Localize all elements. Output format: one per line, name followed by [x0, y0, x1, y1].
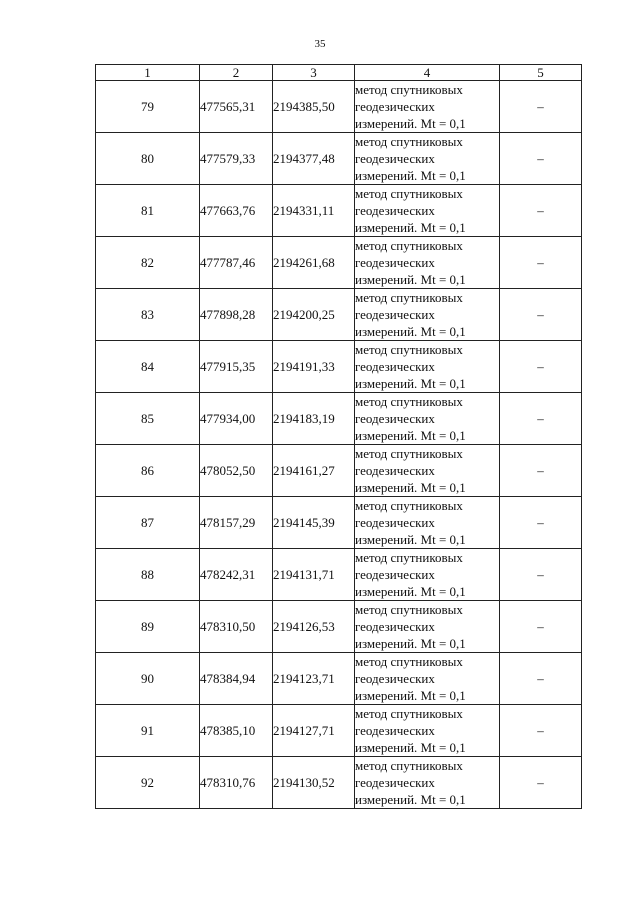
coordinate-y: 2194191,33 — [273, 341, 355, 393]
method-description — [355, 341, 500, 393]
point-number: 87 — [96, 497, 200, 549]
method-line: геодезических — [355, 359, 435, 374]
method-line: измерений. Mt = 0,1 — [355, 532, 466, 547]
page-number: 35 — [314, 38, 326, 50]
method-line: измерений. Mt = 0,1 — [355, 220, 466, 235]
header-col-2: 2 — [200, 65, 273, 81]
table-row — [96, 757, 582, 809]
method-line: геодезических — [355, 671, 435, 686]
method-line: метод спутниковых — [355, 758, 463, 773]
note-cell: – — [500, 601, 582, 653]
method-line: метод спутниковых — [355, 238, 463, 253]
method-line: измерений. Mt = 0,1 — [355, 272, 466, 287]
note-cell: – — [500, 757, 582, 809]
note-cell: – — [500, 81, 582, 133]
note-cell: – — [500, 497, 582, 549]
method-description — [355, 757, 500, 809]
header-col-5: 5 — [500, 65, 582, 81]
method-line: геодезических — [355, 99, 435, 114]
point-number: 86 — [96, 445, 200, 497]
note-cell: – — [500, 705, 582, 757]
coordinate-x: 478052,50 — [200, 445, 273, 497]
coordinate-x: 478310,50 — [200, 601, 273, 653]
note-cell: – — [500, 445, 582, 497]
method-description — [355, 705, 500, 757]
coordinate-y: 2194385,50 — [273, 81, 355, 133]
method-description — [355, 445, 500, 497]
method-line: метод спутниковых — [355, 82, 463, 97]
method-description — [355, 133, 500, 185]
method-line: геодезических — [355, 723, 435, 738]
method-line: измерений. Mt = 0,1 — [355, 428, 466, 443]
table-row — [96, 289, 582, 341]
coordinate-x: 478157,29 — [200, 497, 273, 549]
table-row — [96, 341, 582, 393]
method-line: геодезических — [355, 255, 435, 270]
coordinate-x: 478242,31 — [200, 549, 273, 601]
method-line: метод спутниковых — [355, 186, 463, 201]
point-number: 88 — [96, 549, 200, 601]
method-description — [355, 549, 500, 601]
point-number: 80 — [96, 133, 200, 185]
note-cell: – — [500, 133, 582, 185]
coordinate-y: 2194261,68 — [273, 237, 355, 289]
method-line: геодезических — [355, 567, 435, 582]
method-description — [355, 289, 500, 341]
table-row — [96, 549, 582, 601]
coordinate-x: 477787,46 — [200, 237, 273, 289]
coordinate-y: 2194331,11 — [273, 185, 355, 237]
method-line: измерений. Mt = 0,1 — [355, 480, 466, 495]
method-line: измерений. Mt = 0,1 — [355, 792, 466, 807]
table-row — [96, 393, 582, 445]
coordinate-x: 478384,94 — [200, 653, 273, 705]
method-line: метод спутниковых — [355, 706, 463, 721]
coordinate-y: 2194161,27 — [273, 445, 355, 497]
table-row — [96, 653, 582, 705]
method-line: измерений. Mt = 0,1 — [355, 740, 466, 755]
point-number: 89 — [96, 601, 200, 653]
coordinate-x: 477579,33 — [200, 133, 273, 185]
point-number: 90 — [96, 653, 200, 705]
point-number: 81 — [96, 185, 200, 237]
table-row — [96, 445, 582, 497]
point-number: 82 — [96, 237, 200, 289]
point-number: 92 — [96, 757, 200, 809]
note-cell: – — [500, 237, 582, 289]
point-number: 83 — [96, 289, 200, 341]
coordinate-x: 477934,00 — [200, 393, 273, 445]
header-col-3: 3 — [273, 65, 355, 81]
table-body — [96, 81, 582, 809]
note-cell: – — [500, 341, 582, 393]
method-line: метод спутниковых — [355, 290, 463, 305]
method-line: измерений. Mt = 0,1 — [355, 324, 466, 339]
note-cell: – — [500, 653, 582, 705]
method-description — [355, 393, 500, 445]
method-line: геодезических — [355, 411, 435, 426]
coordinate-y: 2194131,71 — [273, 549, 355, 601]
coordinate-y: 2194123,71 — [273, 653, 355, 705]
method-line: метод спутниковых — [355, 602, 463, 617]
coordinate-y: 2194183,19 — [273, 393, 355, 445]
point-number: 79 — [96, 81, 200, 133]
method-line: геодезических — [355, 307, 435, 322]
coordinate-y: 2194377,48 — [273, 133, 355, 185]
header-row — [96, 65, 582, 81]
method-line: геодезических — [355, 515, 435, 530]
note-cell: – — [500, 549, 582, 601]
method-line: метод спутниковых — [355, 394, 463, 409]
method-line: измерений. Mt = 0,1 — [355, 376, 466, 391]
coordinate-y: 2194126,53 — [273, 601, 355, 653]
coordinate-x: 477915,35 — [200, 341, 273, 393]
note-cell: – — [500, 185, 582, 237]
method-line: метод спутниковых — [355, 342, 463, 357]
point-number: 84 — [96, 341, 200, 393]
table-row — [96, 237, 582, 289]
method-line: метод спутниковых — [355, 550, 463, 565]
method-line: измерений. Mt = 0,1 — [355, 688, 466, 703]
method-line: геодезических — [355, 203, 435, 218]
table-row — [96, 81, 582, 133]
table-header — [96, 65, 582, 81]
header-col-1: 1 — [96, 65, 200, 81]
coordinate-y: 2194130,52 — [273, 757, 355, 809]
note-cell: – — [500, 289, 582, 341]
coordinate-x: 478385,10 — [200, 705, 273, 757]
method-description — [355, 497, 500, 549]
method-description — [355, 237, 500, 289]
coordinate-x: 477565,31 — [200, 81, 273, 133]
method-line: геодезических — [355, 151, 435, 166]
method-line: измерений. Mt = 0,1 — [355, 116, 466, 131]
method-description — [355, 601, 500, 653]
method-line: геодезических — [355, 775, 435, 790]
header-col-4: 4 — [355, 65, 500, 81]
coordinate-x: 477898,28 — [200, 289, 273, 341]
table-row — [96, 705, 582, 757]
point-number: 85 — [96, 393, 200, 445]
coordinate-y: 2194145,39 — [273, 497, 355, 549]
method-line: измерений. Mt = 0,1 — [355, 636, 466, 651]
method-line: метод спутниковых — [355, 654, 463, 669]
coordinate-y: 2194127,71 — [273, 705, 355, 757]
table-row — [96, 133, 582, 185]
table-row — [96, 601, 582, 653]
table-row — [96, 497, 582, 549]
method-line: метод спутниковых — [355, 498, 463, 513]
method-line: метод спутниковых — [355, 446, 463, 461]
method-description — [355, 653, 500, 705]
table-row — [96, 185, 582, 237]
coordinate-x: 478310,76 — [200, 757, 273, 809]
method-line: геодезических — [355, 619, 435, 634]
coordinates-table — [95, 64, 582, 809]
coordinate-x: 477663,76 — [200, 185, 273, 237]
point-number: 91 — [96, 705, 200, 757]
method-description — [355, 81, 500, 133]
method-description — [355, 185, 500, 237]
method-line: измерений. Mt = 0,1 — [355, 584, 466, 599]
method-line: геодезических — [355, 463, 435, 478]
coordinate-y: 2194200,25 — [273, 289, 355, 341]
method-line: метод спутниковых — [355, 134, 463, 149]
method-line: измерений. Mt = 0,1 — [355, 168, 466, 183]
note-cell: – — [500, 393, 582, 445]
